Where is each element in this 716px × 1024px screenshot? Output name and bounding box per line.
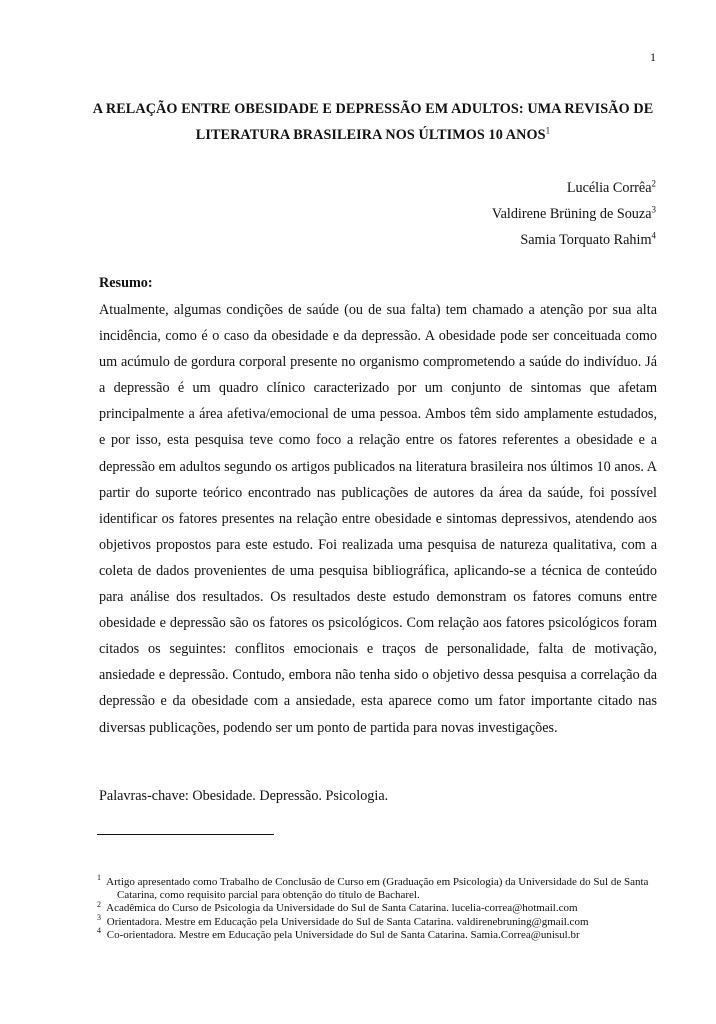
abstract-heading: Resumo: <box>99 275 153 291</box>
author-footnote-ref: 3 <box>651 204 656 215</box>
author-footnote-ref: 4 <box>651 230 656 241</box>
keywords: Palavras-chave: Obesidade. Depressão. Psicologia. <box>99 788 389 804</box>
author-name: Samia Torquato Rahim <box>520 232 652 248</box>
footnote-text: Acadêmica do Curso de Psicologia da Universidade do Sul de Santa Catarina. lucelia-correa@hotmail.com <box>106 902 578 915</box>
paper-title <box>90 96 656 148</box>
author-footnote-ref: 2 <box>651 178 656 189</box>
footnote: 1 Artigo apresentado como Trabalho de Conclusão de Curso em (Graduação em Psicologia) da Universidade do Sul de Santa Catarina, como requisito parcial para obtenção do título de Bacharel. <box>97 873 649 902</box>
author <box>492 175 656 201</box>
author-list <box>492 175 656 253</box>
footnotes <box>97 873 662 942</box>
page-number: 1 <box>650 50 656 64</box>
footnote: 4 Co-orientadora. Mestre em Educação pela Universidade do Sul de Santa Catarina. Samia.Correa@unisul.br <box>97 926 580 941</box>
author-name: Valdirene Brüning de Souza <box>491 206 652 222</box>
footnote-text: Co-orientadora. Mestre em Educação pela Universidade do Sul de Santa Catarina. Samia.Correa@unisul.br <box>106 928 580 941</box>
footnote-text: Artigo apresentado como Trabalho de Conclusão de Curso em (Graduação em Psicologia) da Universidade do Sul de Santa Catarina, como requisito parcial para obtenção do título de Bacharel. <box>106 876 649 902</box>
paper-title-text: A RELAÇÃO ENTRE OBESIDADE E DEPRESSÃO EM ADULTOS: UMA REVISÃO DE LITERATURA BRASILEIRA NOS ÚLTIMOS 10 ANOS <box>92 101 654 143</box>
footnote-divider <box>97 834 274 835</box>
author <box>492 227 656 253</box>
author-name: Lucélia Corrêa <box>566 180 652 196</box>
footnote: 2 Acadêmica do Curso de Psicologia da Universidade do Sul de Santa Catarina. lucelia-correa@hotmail.com <box>97 899 578 915</box>
footnote: 3 Orientadora. Mestre em Educação pela Universidade do Sul de Santa Catarina. valdirenebruning@gmail.com <box>97 912 589 928</box>
abstract-body: Atualmente, algumas condições de saúde (ou de sua falta) tem chamado a atenção por sua alta incidência, como é o caso da obesidade e da depressão. A obesidade pode ser conceituada como um acúmulo de gordura corporal presente no organismo comprometendo a saúde do indivíduo. Já a depressão é um quadro clínico caracterizado por um conjunto de sintomas que afetam principalmente a área afetiva/emocional de uma pessoa. Ambos têm sido amplamente estudados, e por isso, esta pesquisa teve como foco a relação entre os fatores referentes a obesidade e a depressão em adultos segundo os artigos publicados na literatura brasileira nos últimos 10 anos. A partir do suporte teórico encontrado nas publicações de autores da área da saúde, foi possível identificar os fatores presentes na relação entre obesidade e sintomas depressivos, atendendo aos objetivos propostos para este estudo. Foi realizada uma pesquisa de natureza qualitativa, com a coleta de dados provenientes de uma pesquisa bibliográfica, aplicando-se a técnica de conteúdo para análise dos resultados. Os resultados deste estudo demonstram os fatores comuns entre obesidade e depressão são os fatores os psicológicos. Com relação aos fatores psicológicos foram citados os seguintes: conflitos emocionais e traços de personalidade, falta de motivação, ansiedade e depressão. Contudo, embora não tenha sido o objetivo dessa pesquisa a correlação da depressão e da obesidade com a ansiedade, esta aparece como um fator importante citado nas diversas publicações, podendo ser um ponto de partida para novas investigações. <box>99 302 657 736</box>
title-footnote-ref: 1 <box>545 125 551 136</box>
author <box>492 201 656 227</box>
footnote-text: Orientadora. Mestre em Educação pela Universidade do Sul de Santa Catarina. valdirenebruning@gmail.com <box>106 915 589 928</box>
